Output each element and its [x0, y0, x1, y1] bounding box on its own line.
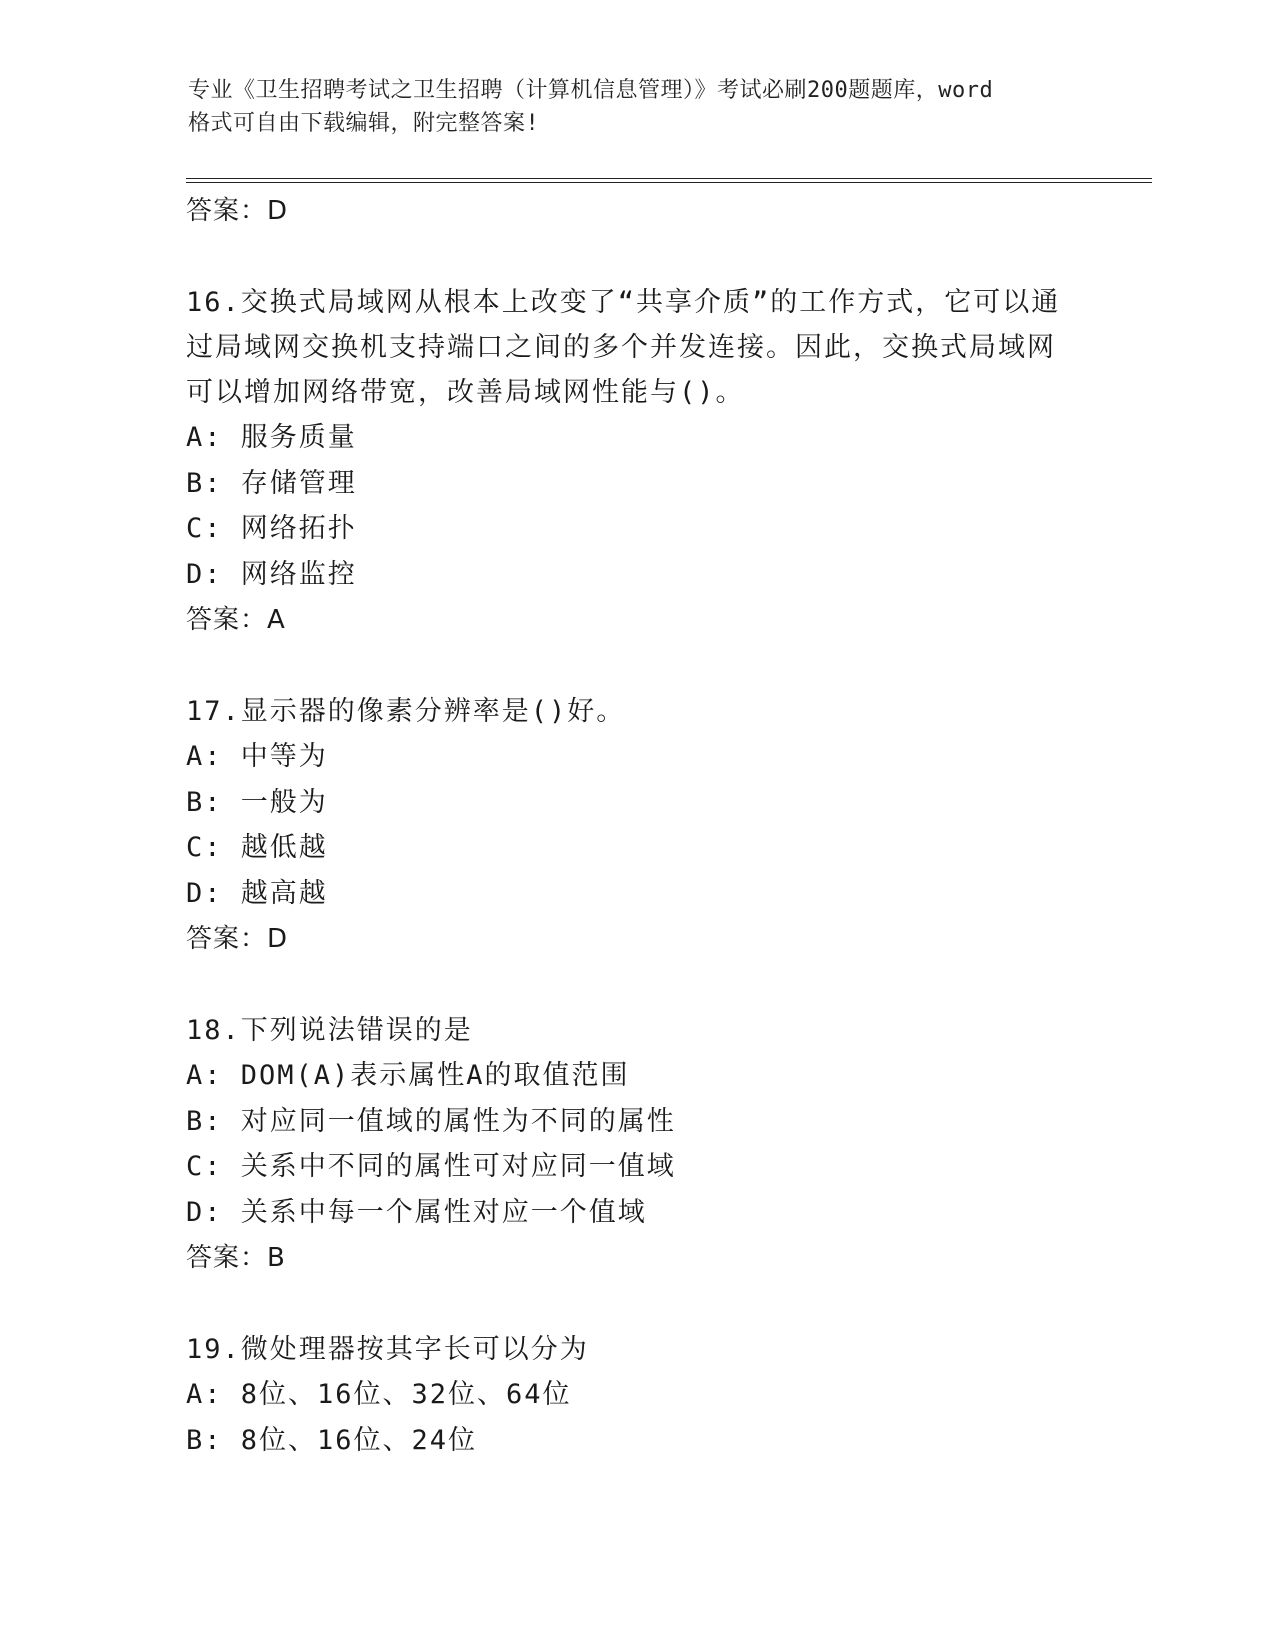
- header-rule-bottom: [186, 182, 1152, 183]
- page-header: [188, 74, 1088, 140]
- option-a: A: 中等为: [186, 741, 328, 772]
- option-c: C: 关系中不同的属性可对应同一值域: [186, 1151, 676, 1182]
- question-block: [186, 280, 1086, 643]
- answer-line: 答案：D: [186, 196, 289, 226]
- question-block: [186, 689, 1086, 962]
- option-d: D: 关系中每一个属性对应一个值域: [186, 1196, 647, 1228]
- answer-line: 答案：A: [186, 605, 286, 635]
- option-a: A: 服务质量: [186, 422, 357, 453]
- question-block: [186, 1008, 1086, 1281]
- option-b: B: 一般为: [186, 786, 328, 818]
- option-d: D: 越高越: [186, 877, 328, 909]
- option-a: A: 8位、16位、32位、64位: [186, 1379, 572, 1410]
- question-block: [186, 1327, 1086, 1463]
- question-stem: 17.显示器的像素分辨率是()好。: [186, 696, 626, 727]
- option-b: B: 对应同一值域的属性为不同的属性: [186, 1105, 676, 1137]
- header-rule-top: [186, 178, 1152, 179]
- header-line-2: 格式可自由下载编辑，附完整答案!: [188, 111, 540, 136]
- question-stem: 19.微处理器按其字长可以分为: [186, 1334, 589, 1365]
- answer-line: 答案：B: [186, 1243, 286, 1273]
- answer-line: 答案：D: [186, 924, 289, 954]
- option-a: A: DOM(A)表示属性A的取值范围: [186, 1060, 630, 1091]
- question-stem: 16.交换式局域网从根本上改变了“共享介质”的工作方式，它可以通: [186, 287, 1061, 318]
- option-d: D: 网络监控: [186, 558, 357, 590]
- question-stem: 可以增加网络带宽，改善局域网性能与()。: [186, 377, 745, 408]
- question-list: [186, 188, 1086, 1463]
- option-c: C: 网络拓扑: [186, 513, 357, 544]
- question-stem: 过局域网交换机支持端口之间的多个并发连接。因此，交换式局域网: [186, 332, 1056, 363]
- option-b: B: 8位、16位、24位: [186, 1424, 478, 1456]
- option-b: B: 存储管理: [186, 467, 357, 499]
- question-stem: 18.下列说法错误的是: [186, 1015, 473, 1046]
- header-line-1: 专业《卫生招聘考试之卫生招聘（计算机信息管理）》考试必刷200题题库，word: [188, 78, 994, 103]
- option-c: C: 越低越: [186, 832, 328, 863]
